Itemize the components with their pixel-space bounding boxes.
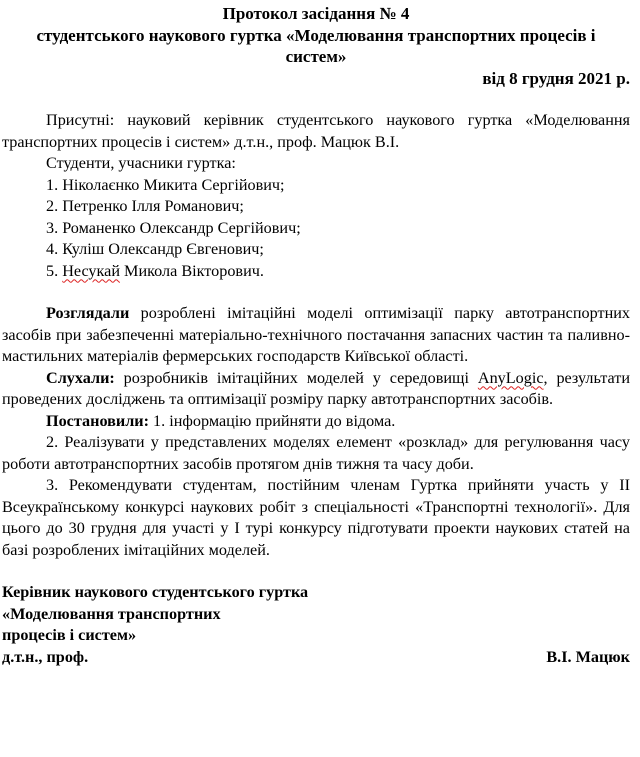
present-paragraph: Присутні: науковий керівник студентського наукового гуртка «Моделювання транспортних процесів і систем» д.т.н., проф. Мацюк В.І.: [2, 111, 630, 151]
students-label: Студенти, учасники гуртка:: [46, 154, 236, 172]
signature-row: [2, 647, 630, 669]
heard-label: Слухали:: [46, 368, 115, 387]
student-name-rest: Микола Вікторович.: [120, 261, 264, 280]
student-item-2: [2, 196, 630, 218]
student-name: Куліш Олександр Євгенович;: [62, 240, 264, 258]
spacer: [2, 282, 630, 303]
protocol-date: від 8 грудня 2021 р.: [482, 68, 630, 88]
protocol-subtitle-line2: систем»: [285, 47, 347, 66]
considered-label: Розглядали: [46, 304, 130, 322]
student-name: Ніколаєнко Микита Сергійович;: [62, 175, 285, 194]
resolved-item-1: 1. інформацію прийняти до відома.: [149, 411, 396, 430]
student-item-3: [2, 218, 630, 240]
protocol-subtitle-line1: студентського наукового гуртка «Моделювання транспортних процесів і: [36, 25, 596, 45]
resolved-item-2: 2. Реалізувати у представлених моделях елемент «розклад» для регулювання часу роботи автотранспортних засобів протягом днів тижня та часу доби.: [2, 433, 630, 473]
student-number: 4.: [46, 240, 59, 258]
spellcheck-flagged-word: Несукай: [62, 261, 120, 280]
student-number: 2.: [46, 197, 59, 215]
spacer: [2, 561, 630, 582]
spellcheck-flagged-word: AnyLogic: [477, 368, 544, 387]
considered-paragraph: [2, 303, 630, 368]
student-name: Романенко Олександр Сергійович;: [62, 218, 301, 237]
student-item-1: [2, 175, 630, 197]
student-number: 5.: [46, 261, 59, 280]
signature-line-2: «Моделювання транспортних: [2, 604, 221, 623]
heard-paragraph: [2, 368, 630, 411]
resolved-label: Постановили:: [46, 411, 149, 430]
student-number: 1.: [46, 175, 59, 194]
document-page: [2, 3, 630, 668]
student-item-5: [2, 261, 630, 283]
heard-text-before: розробників імітаційних моделей у середовищі: [114, 368, 478, 387]
resolved-paragraph: [2, 411, 630, 433]
signature-line-1: Керівник наукового студентського гуртка: [2, 583, 309, 601]
student-item-4: [2, 239, 630, 261]
spacer: [2, 89, 630, 110]
considered-text: розроблені імітаційні моделі оптимізації парку автотранспортних засобів при забезпеченні матеріально-технічного постачання запасних частин та паливно-мастильних матеріалів фермерських господарств Київської області.: [2, 304, 630, 365]
protocol-title: Протокол засідання № 4: [222, 4, 410, 23]
heard-text-after: , результати проведених досліджень та оптимізації розміру парку автотранспортних засобів.: [2, 368, 630, 408]
resolved-item-3: 3. Рекомендувати студентам, постійним членам Гуртка прийняти участь у ІІ Всеукраїнському конкурсі наукових робіт з спеціальності «Транспортні технології». Для цього до 30 грудня для участі у І турі конкурсу підготувати проекти наукових статей на базі розроблених імітаційних моделей.: [2, 476, 630, 559]
student-number: 3.: [46, 218, 59, 237]
signature-name: В.І. Мацюк: [546, 647, 630, 666]
student-name: Петренко Ілля Романович;: [62, 197, 244, 215]
signature-line-3: процесів і систем»: [2, 626, 137, 644]
signature-title: д.т.н., проф.: [2, 647, 89, 666]
